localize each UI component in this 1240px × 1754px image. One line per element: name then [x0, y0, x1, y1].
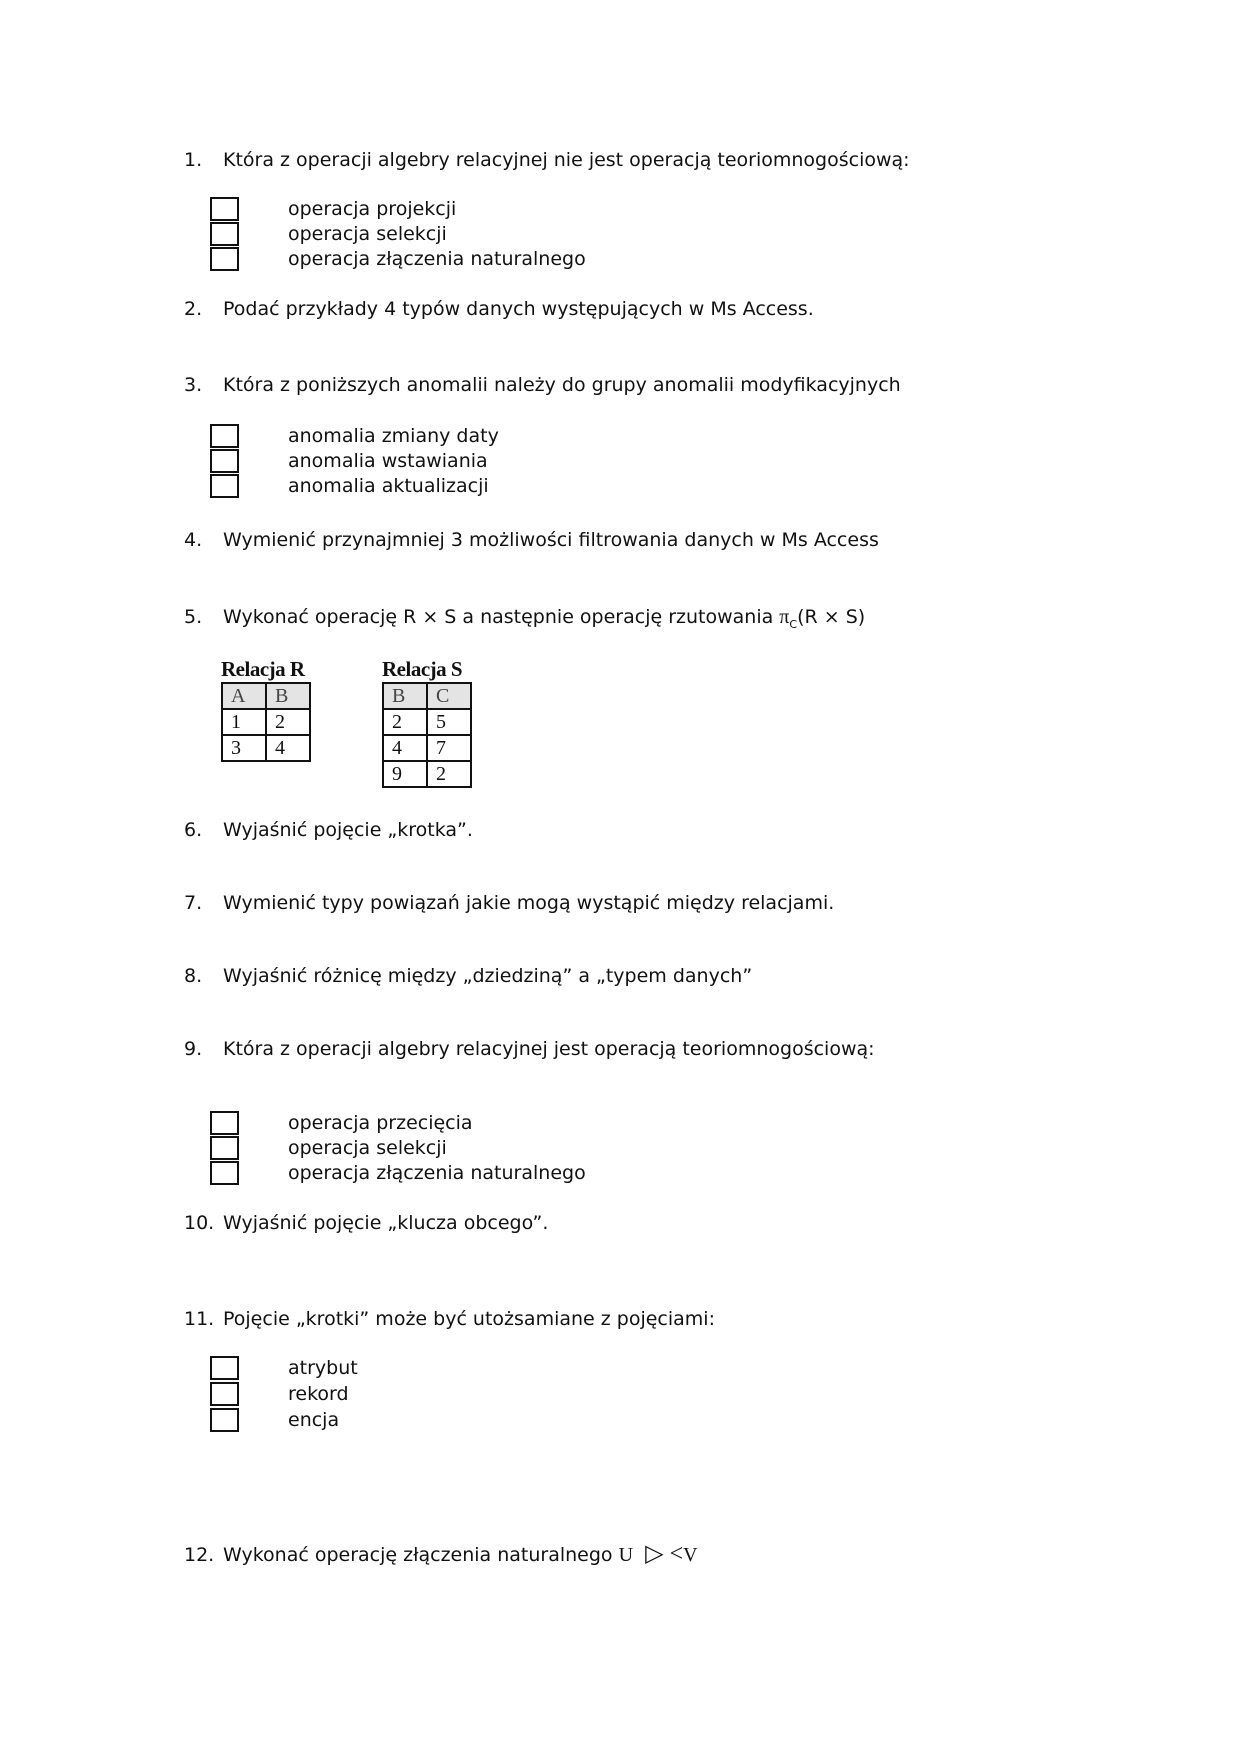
cell: 9 [383, 761, 427, 787]
answer-option: operacja selekcji [288, 223, 447, 245]
question-number: 8. [184, 965, 203, 987]
question-3 [184, 373, 901, 397]
answer-checkbox[interactable] [210, 449, 239, 473]
pi-subscript: C [789, 617, 798, 631]
answer-checkbox[interactable] [210, 1408, 239, 1432]
answer-option: anomalia zmiany daty [288, 425, 499, 447]
pi-symbol: π [779, 606, 790, 628]
question-4 [184, 528, 879, 552]
question-number: 10. [184, 1212, 215, 1234]
answer-option: encja [288, 1409, 340, 1431]
question-text: Która z poniższych anomalii należy do grupy anomalii modyfikacyjnych [223, 374, 901, 396]
header-cell: C [427, 683, 471, 709]
answer-checkbox[interactable] [210, 1111, 239, 1135]
header-cell: A [222, 683, 266, 709]
answer-option: operacja złączenia naturalnego [288, 1162, 586, 1184]
cell: 4 [383, 735, 427, 761]
question-9 [184, 1037, 875, 1061]
relation-u: U [618, 1544, 634, 1566]
answer-checkbox[interactable] [210, 247, 239, 271]
answer-option: atrybut [288, 1357, 358, 1379]
cell: 4 [266, 735, 310, 761]
answer-option: operacja przecięcia [288, 1112, 473, 1134]
relation-s-title: Relacja S [382, 657, 463, 681]
relation-r-title: Relacja R [221, 657, 305, 681]
question-10 [184, 1211, 548, 1235]
answer-option: operacja projekcji [288, 198, 457, 220]
natural-join-icon: ▷ < [645, 1541, 684, 1567]
question-number: 11. [184, 1308, 215, 1330]
question-text: Wymienić typy powiązań jakie mogą wystąpić między relacjami. [223, 892, 835, 914]
answer-option: operacja złączenia naturalnego [288, 248, 586, 270]
cell: 3 [222, 735, 266, 761]
relation-s-table [382, 656, 472, 788]
question-2 [184, 297, 814, 321]
relation-v: V [683, 1544, 698, 1566]
question-text: Pojęcie „krotki” może być utożsamiane z pojęciami: [223, 1308, 715, 1330]
cell: 5 [427, 709, 471, 735]
question-8 [184, 964, 752, 988]
question-text: Która z operacji algebry relacyjnej nie jest operacją teoriomnogościową: [223, 149, 910, 171]
question-number: 1. [184, 149, 203, 171]
question-tail: (R × S) [797, 606, 866, 628]
question-6 [184, 818, 473, 842]
answer-option: operacja selekcji [288, 1137, 447, 1159]
answer-checkbox[interactable] [210, 1382, 239, 1406]
answer-checkbox[interactable] [210, 424, 239, 448]
question-number: 6. [184, 819, 203, 841]
relation-r-table [221, 656, 311, 762]
cell: 1 [222, 709, 266, 735]
question-text: Która z operacji algebry relacyjnej jest operacją teoriomnogościową: [223, 1038, 875, 1060]
question-text: Wykonać operację złączenia naturalnego [223, 1544, 619, 1566]
question-text: Wykonać operację R × S a następnie operację rzutowania [223, 606, 780, 628]
cell: 2 [427, 761, 471, 787]
question-1 [184, 148, 910, 172]
question-text: Wyjaśnić pojęcie „krotka”. [223, 819, 473, 841]
question-number: 4. [184, 529, 203, 551]
answer-checkbox[interactable] [210, 1161, 239, 1185]
question-number: 12. [184, 1544, 215, 1566]
question-5 [184, 605, 865, 637]
answer-checkbox[interactable] [210, 197, 239, 221]
header-cell: B [266, 683, 310, 709]
cell: 2 [266, 709, 310, 735]
question-number: 9. [184, 1038, 203, 1060]
question-text: Wymienić przynajmniej 3 możliwości filtrowania danych w Ms Access [223, 529, 879, 551]
question-number: 3. [184, 374, 203, 396]
answer-checkbox[interactable] [210, 222, 239, 246]
question-text: Wyjaśnić pojęcie „klucza obcego”. [223, 1212, 549, 1234]
question-text: Podać przykłady 4 typów danych występujących w Ms Access. [223, 298, 814, 320]
answer-checkbox[interactable] [210, 474, 239, 498]
answer-option: rekord [288, 1383, 349, 1405]
cell: 7 [427, 735, 471, 761]
answer-option: anomalia aktualizacji [288, 475, 489, 497]
question-number: 5. [184, 606, 203, 628]
question-7 [184, 891, 834, 915]
answer-option: anomalia wstawiania [288, 450, 488, 472]
question-number: 7. [184, 892, 203, 914]
question-11 [184, 1307, 715, 1331]
question-text: Wyjaśnić różnicę między „dziedziną” a „typem danych” [223, 965, 753, 987]
question-number: 2. [184, 298, 203, 320]
question-12 [184, 1542, 698, 1567]
header-cell: B [383, 683, 427, 709]
answer-checkbox[interactable] [210, 1356, 239, 1380]
answer-checkbox[interactable] [210, 1136, 239, 1160]
cell: 2 [383, 709, 427, 735]
